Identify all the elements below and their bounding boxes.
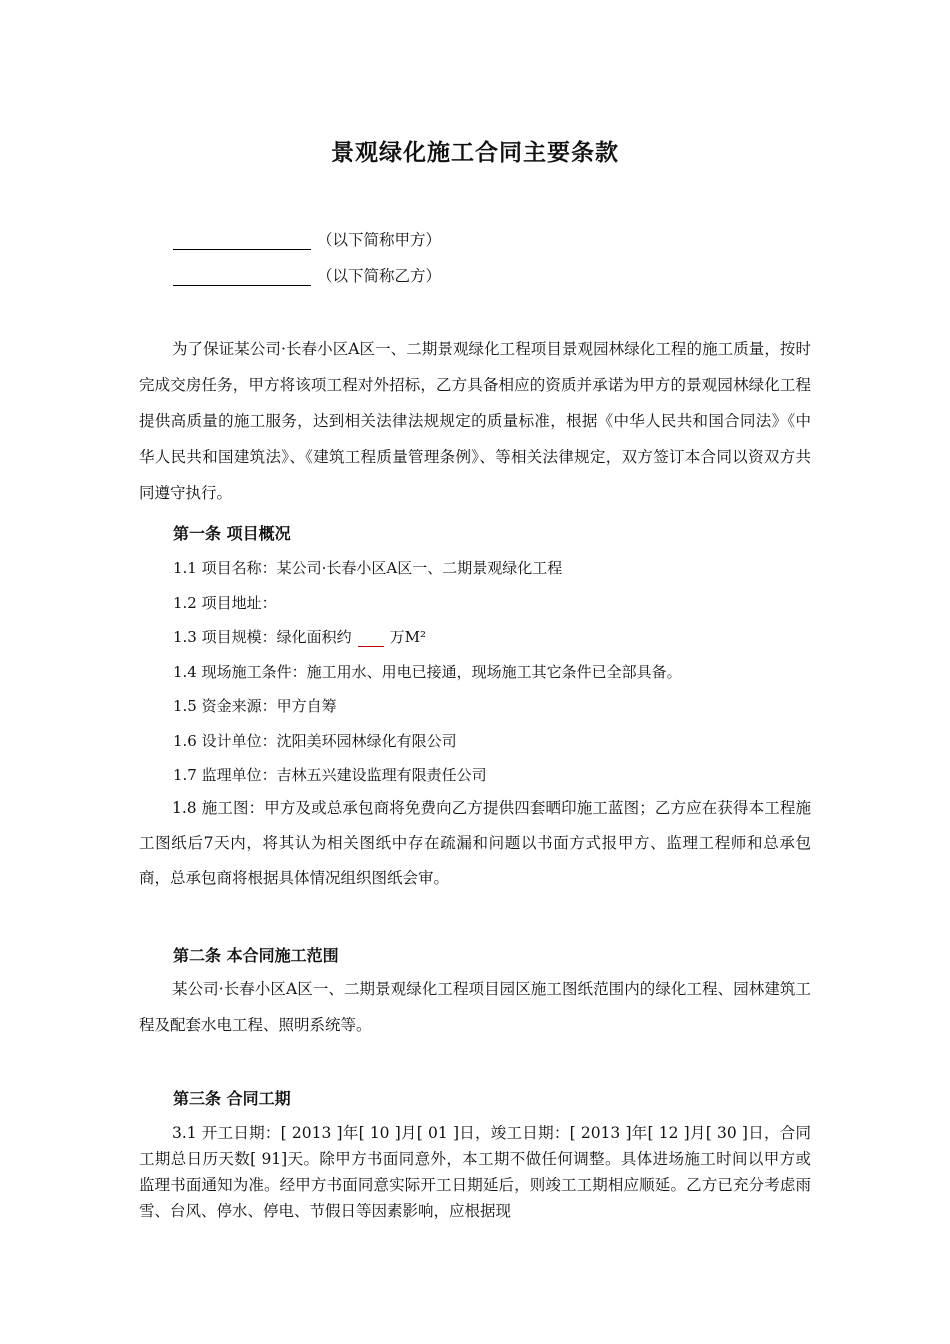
party-b-line <box>173 264 441 286</box>
article1-item-3 <box>173 626 426 647</box>
party-a-blank <box>173 231 311 250</box>
article3-body: 3.1 开工日期：[ 2013 ]年[ 10 ]月[ 01 ]日，竣工日期：[ 2013 ]年[ 12 ]月[ 30 ]日，合同工期总日历天数[ 91]天。除甲方书面同意外，本工期不做任何调整。具体进场施工时间以甲方或监理书面通知为准。经甲方书面同意实际开工日期延后，则竣工工期相应顺延。乙方已充分考虑雨雪、台风、停水、停电、节假日等因素影响，应根据现 <box>139 1124 811 1220</box>
article1-item-1: 1.1 项目名称：某公司·长春小区A区一、二期景观绿化工程 <box>173 559 563 577</box>
article1-item-4: 1.4 现场施工条件：施工用水、用电已接通，现场施工其它条件已全部具备。 <box>173 663 682 681</box>
document-title: 景观绿化施工合同主要条款 <box>331 140 619 166</box>
article1-heading: 第一条 项目概况 <box>173 524 291 543</box>
party-b-label: （以下简称乙方） <box>317 267 442 285</box>
party-b-blank <box>173 267 311 286</box>
article1-item-7: 1.7 监理单位：吉林五兴建设监理有限责任公司 <box>173 766 487 784</box>
article1-item-8: 1.8 施工图：甲方及或总承包商将免费向乙方提供四套晒印施工蓝图；乙方应在获得本工程施工图纸后7天内，将其认为相关图纸中存在疏漏和问题以书面方式报甲方、监理工程师和总承包商，总承包商将根据具体情况组织图纸会审。 <box>139 799 811 887</box>
item3-prefix: 1.3 项目规模：绿化面积约 <box>173 628 352 646</box>
article1-item-2: 1.2 项目地址： <box>173 594 277 612</box>
party-a-label: （以下简称甲方） <box>317 231 442 249</box>
area-blank <box>358 630 384 647</box>
article2-body: 某公司·长春小区A区一、二期景观绿化工程项目园区施工图纸范围内的绿化工程、园林建筑工程及配套水电工程、照明系统等。 <box>139 980 811 1034</box>
item3-suffix: 万M² <box>389 628 426 646</box>
article1-item-5: 1.5 资金来源：甲方自筹 <box>173 697 337 715</box>
intro-paragraph: 为了保证某公司·长春小区A区一、二期景观绿化工程项目景观园林绿化工程的施工质量，按时完成交房任务，甲方将该项工程对外招标，乙方具备相应的资质并承诺为甲方的景观园林绿化工程提供高质量的施工服务，达到相关法律法规规定的质量标准，根据《中华人民共和国合同法》《中华人民共和国建筑法》、《建筑工程质量管理条例》、等相关法律规定，双方签订本合同以资双方共同遵守执行。 <box>139 340 811 502</box>
article1-item-6: 1.6 设计单位：沈阳美环园林绿化有限公司 <box>173 732 457 750</box>
article2-heading: 第二条 本合同施工范围 <box>173 946 339 965</box>
party-a-line <box>173 228 441 250</box>
article3-heading: 第三条 合同工期 <box>173 1089 291 1108</box>
